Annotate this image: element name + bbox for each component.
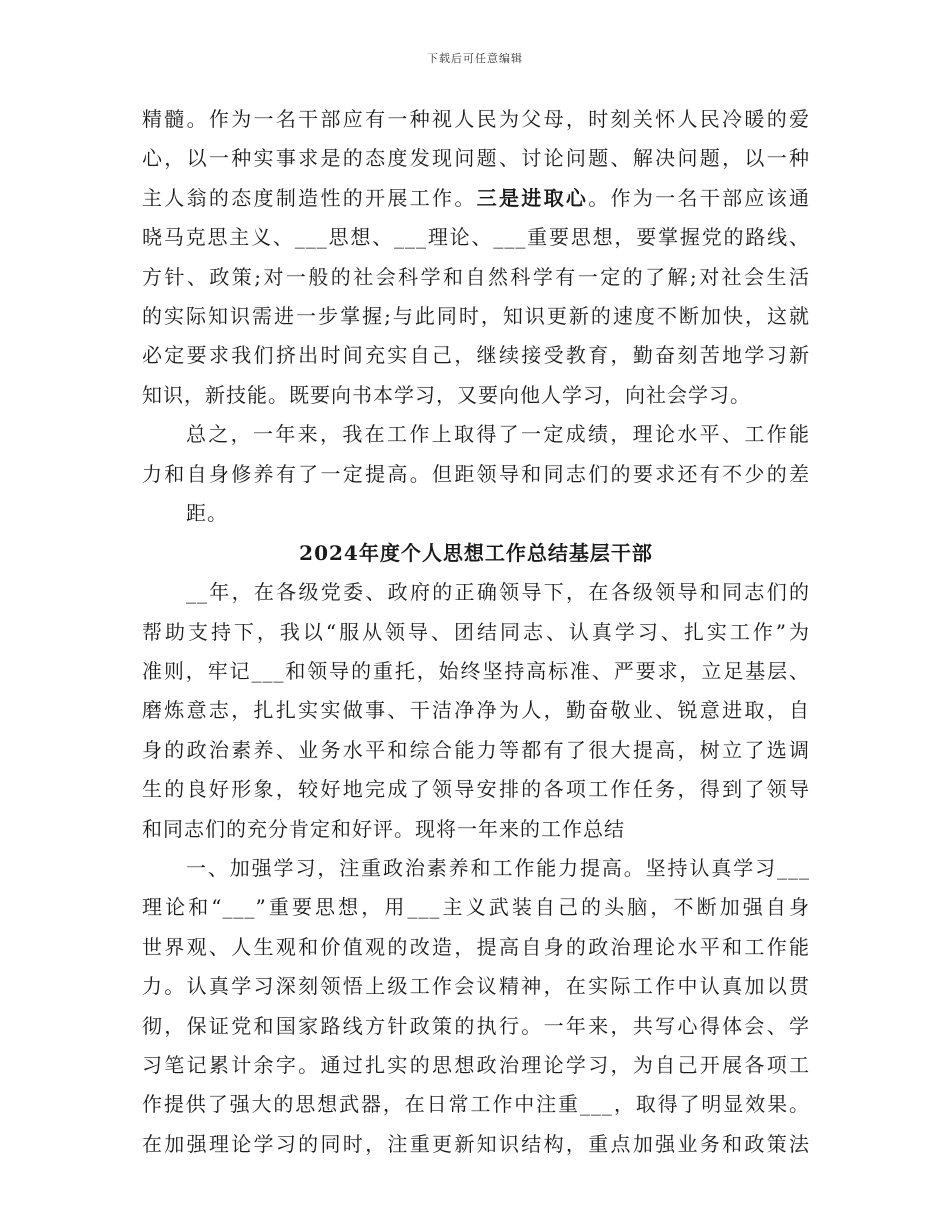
paragraph-line: __年，在各级党委、政府的正确领导下，在各级领导和同志们的 xyxy=(186,580,810,605)
document-title: 2024年度个人思想工作总结基层干部 xyxy=(299,541,653,566)
paragraph-line: 习笔记累计余字。通过扎实的思想政治理论学习，为自己开展各项工 xyxy=(142,1052,810,1077)
paragraph-line xyxy=(142,179,810,218)
paragraph-line: 在加强理论学习的同时，注重更新知识结构，重点加强业务和政策法 xyxy=(142,1131,810,1156)
paragraph-line: 帮助支持下，我以“服从领导、团结同志、认真学习、扎实工作”为 xyxy=(142,619,810,644)
paragraph-line: 力和自身修养有了一定提高。但距领导和同志们的要求还有不少的差 xyxy=(142,461,810,486)
paragraph-line: 和同志们的充分肯定和好评。现将一年来的工作总结 xyxy=(142,816,625,841)
paragraph-line: 一、加强学习，注重政治素养和工作能力提高。坚持认真学习___ xyxy=(186,856,810,881)
page-header: 下载后可任意编辑 xyxy=(427,52,523,65)
paragraph-line: 心，以一种实事求是的态度发现问题、讨论问题、解决问题，以一种 xyxy=(142,146,810,171)
paragraph-line: 作提供了强大的思想武器，在日常工作中注重___，取得了明显效果。 xyxy=(142,1092,810,1117)
paragraph-line: 的实际知识需进一步掌握;与此同时，知识更新的速度不断加快，这就 xyxy=(142,303,810,328)
paragraph-line: 知识，新技能。既要向书本学习，又要向他人学习，向社会学习。 xyxy=(142,382,751,407)
paragraph-line: 理论和“___”重要思想，用___主义武装自己的头脑，不断加强自身 xyxy=(142,895,810,920)
paragraph-line: 生的良好形象，较好地完成了领导安排的各项工作任务，得到了领导 xyxy=(142,777,810,802)
paragraph-line: 彻，保证党和国家路线方针政策的执行。一年来，共写心得体会、学 xyxy=(142,1013,810,1038)
paragraph-line: 精髓。作为一名干部应有一种视人民为父母，时刻关怀人民冷暖的爱 xyxy=(142,107,810,131)
paragraph-line: 磨炼意志，扎扎实实做事、干洁净净为人，勤奋敬业、锐意进取，自 xyxy=(142,698,810,723)
paragraph-line: 晓马克思主义、___思想、___理论、___重要思想，要掌握党的路线、 xyxy=(142,225,810,250)
paragraph-line: 身的政治素养、业务水平和综合能力等都有了很大提高，树立了选调 xyxy=(142,737,810,762)
paragraph-line: 总之，一年来，我在工作上取得了一定成绩，理论水平、工作能 xyxy=(186,422,810,447)
paragraph-line: 必定要求我们挤出时间充实自己，继续接受教育，勤奋刻苦地学习新 xyxy=(142,343,810,368)
bold-heading-progress: 三是进取心 xyxy=(476,185,589,210)
document-body xyxy=(142,100,810,1164)
paragraph-line: 距。 xyxy=(186,500,228,525)
paragraph-line: 准则，牢记___和领导的重托，始终坚持高标准、严要求，立足基层、 xyxy=(142,659,810,684)
paragraph-line: 力。认真学习深刻领悟上级工作会议精神，在实际工作中认真加以贯 xyxy=(142,974,810,999)
paragraph-text: 主人翁的态度制造性的开展工作。 xyxy=(142,185,477,210)
paragraph-line: 世界观、人生观和价值观的改造，提高自身的政治理论水平和工作能 xyxy=(142,934,810,959)
paragraph-line: 方针、政策;对一般的社会科学和自然科学有一定的了解;对社会生活 xyxy=(142,264,810,289)
paragraph-text: 。作为一名干部应该通 xyxy=(588,185,811,210)
